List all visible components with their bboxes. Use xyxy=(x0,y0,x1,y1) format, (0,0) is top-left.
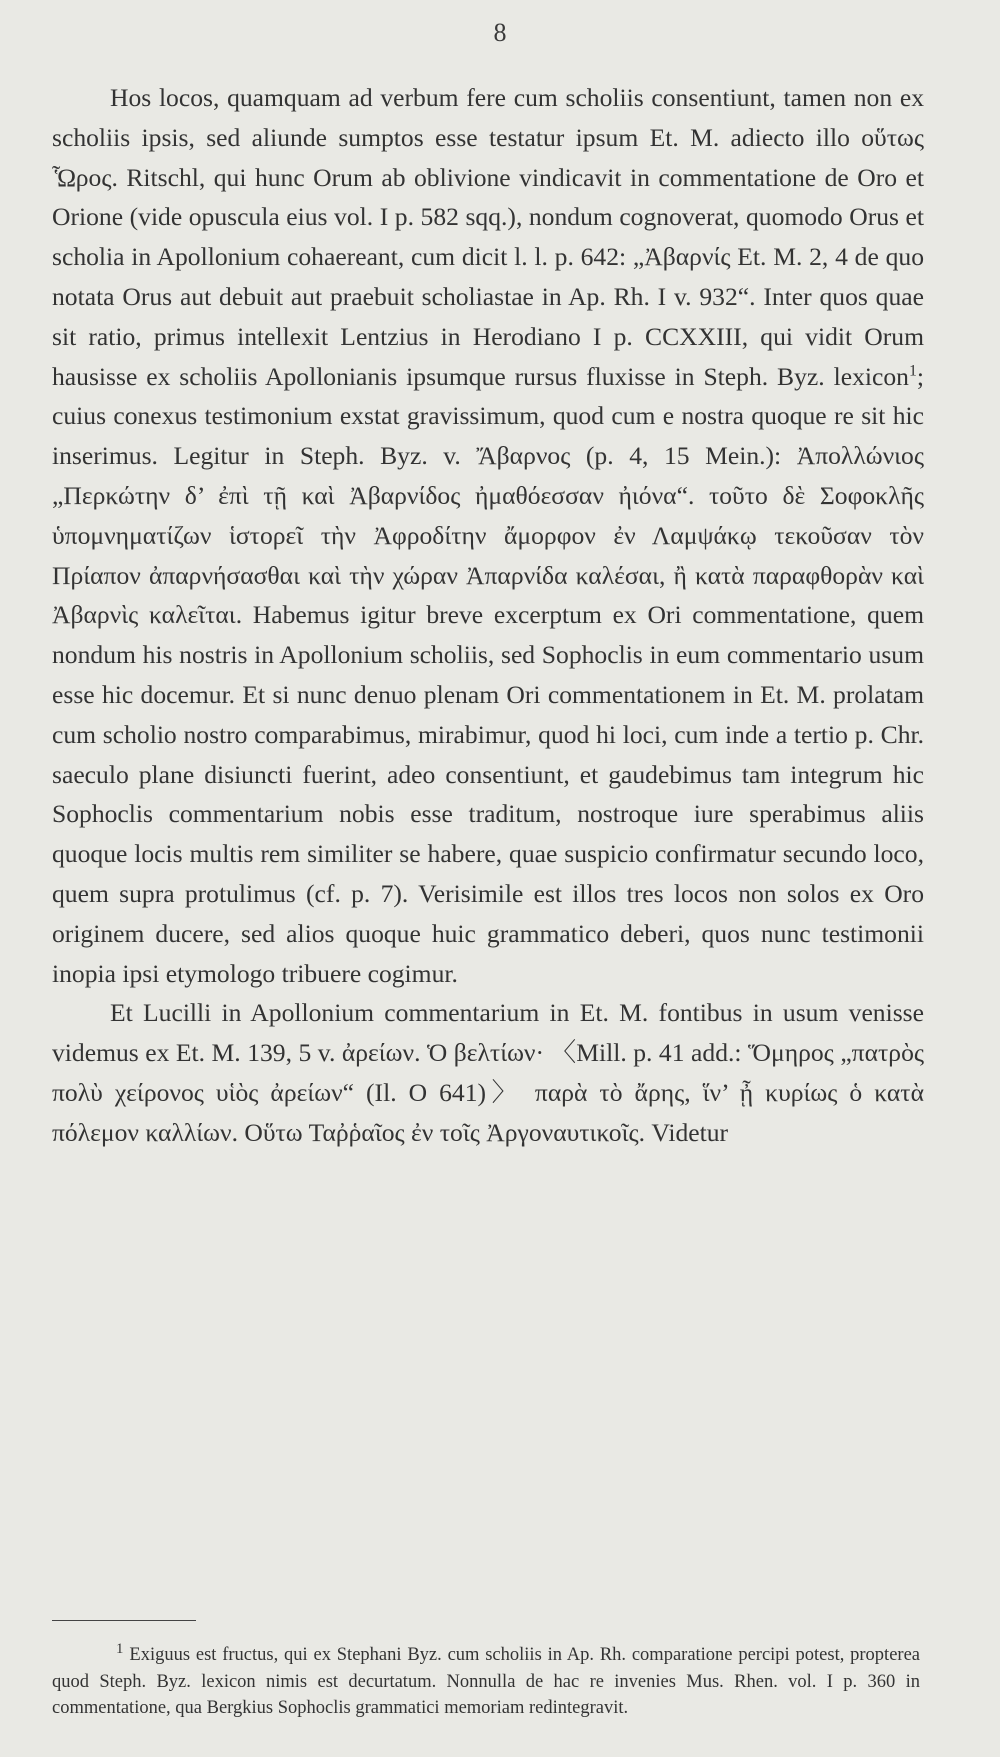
paragraph-1-continuation: ; cuius conexus testimonium exstat gravissimum, quod cum e nostra quoque re sit hic inserimus. Legitur in Steph. Byz. v. Ἄβαρνος (p. 4, 15 Mein.): Ἀπολλώνιος „Περκώτην δ’ ἐπὶ τῇ καὶ Ἀβαρνίδος ἠμαθόεσσαν ἠιόνα“. τοῦτο δὲ Σοφοκλῆς ὑπομνηματίζων ἱστορεῖ τὴν Ἀφροδίτην ἄμορφον ἐν Λαμψάκῳ τεκοῦσαν τὸν Πρίαπον ἀπαρνήσασθαι καὶ τὴν χώραν Ἀπαρνίδα καλέσαι, ἢ κατὰ παραφθορὰν καὶ Ἀβαρνὶς καλεῖται. Habemus igitur breve excerptum ex Ori commentatione, quem nondum his nostris in Apollonium scholiis, sed Sophoclis in eum commentario usum esse hic docemur. Et si nunc denuo plenam Ori commentationem in Et. M. prolatam cum scholio nostro comparabimus, mirabimur, quod hi loci, cum inde a tertio p. Chr. saeculo plane disiuncti fuerint, adeo consentiunt, et gaudebimus tam integrum hic Sophoclis commentarium nobis esse traditum, nostroque iure sperabimus aliis quoque locis multis rem similiter se habere, quae suspicio confirmatur secundo loco, quem supra protulimus (cf. p. 7). Verisimile est illos tres locos non solos ex Oro originem ducere, sed alios quoque huic grammatico deberi, quos nunc testimonii inopia ipsi etymologo tribuere cogimur. xyxy=(52,361,924,988)
footnote-reference: 1 xyxy=(908,362,917,380)
paragraph-1 xyxy=(52,78,924,993)
footnote-divider xyxy=(52,1620,196,1621)
footnote-text: Exiguus est fructus, qui ex Stephani Byz. cum scholiis in Ap. Rh. comparatione percipi potest, propterea quod Steph. Byz. lexicon nimis est decurtatum. Nonnulla de hac re invenies Mus. Rhen. vol. I p. 360 in commentatione, qua Bergkius Sophoclis grammatici memoriam redintegravit. xyxy=(52,1645,920,1718)
page-number: 8 xyxy=(493,18,507,47)
footnote-1 xyxy=(52,1642,920,1722)
paragraph-1-text: Hos locos, quamquam ad verbum fere cum scholiis consentiunt, tamen non ex scholiis ipsis, sed aliunde sumptos esse testatur ipsum Et. M. adiecto illo οὕτως Ὧρος. Ritschl, qui hunc Orum ab oblivione vindicavit in commentatione de Oro et Orione (vide opuscula eius vol. I p. 582 sqq.), nondum cognoverat, quomodo Orus et scholia in Apollonium cohaereant, cum dicit l. l. p. 642: „Ἀβαρνίς Et. M. 2, 4 de quo notata Orus aut debuit aut praebuit scholiastae in Ap. Rh. I v. 932“. Inter quos quae sit ratio, primus intellexit Lentzius in Herodiano I p. CCXXIII, qui vidit Orum hausisse ex scholiis Apollonianis ipsumque rursus fluxisse in Steph. Byz. lexicon xyxy=(52,83,924,391)
main-text xyxy=(52,78,924,1153)
footnotes xyxy=(52,1642,920,1722)
paragraph-2: Et Lucilli in Apollonium commentarium in Et. M. fontibus in usum venisse videmus ex Et. M. 139, 5 v. ἀρείων. Ὁ βελτίων· 〈Mill. p. 41 add.: Ὅμηρος „πατρὸς πολὺ χείρονος υἱὸς ἀρείων“ (Il. Ο 641)〉 παρὰ τὸ ἄρης, ἵν’ ᾖ κυρίως ὁ κατὰ πόλεμον καλλίων. Οὕτω Ταῤῥαῖος ἐν τοῖς Ἀργοναυτικοῖς. Videtur xyxy=(52,998,924,1147)
footnote-number: 1 xyxy=(116,1640,124,1657)
